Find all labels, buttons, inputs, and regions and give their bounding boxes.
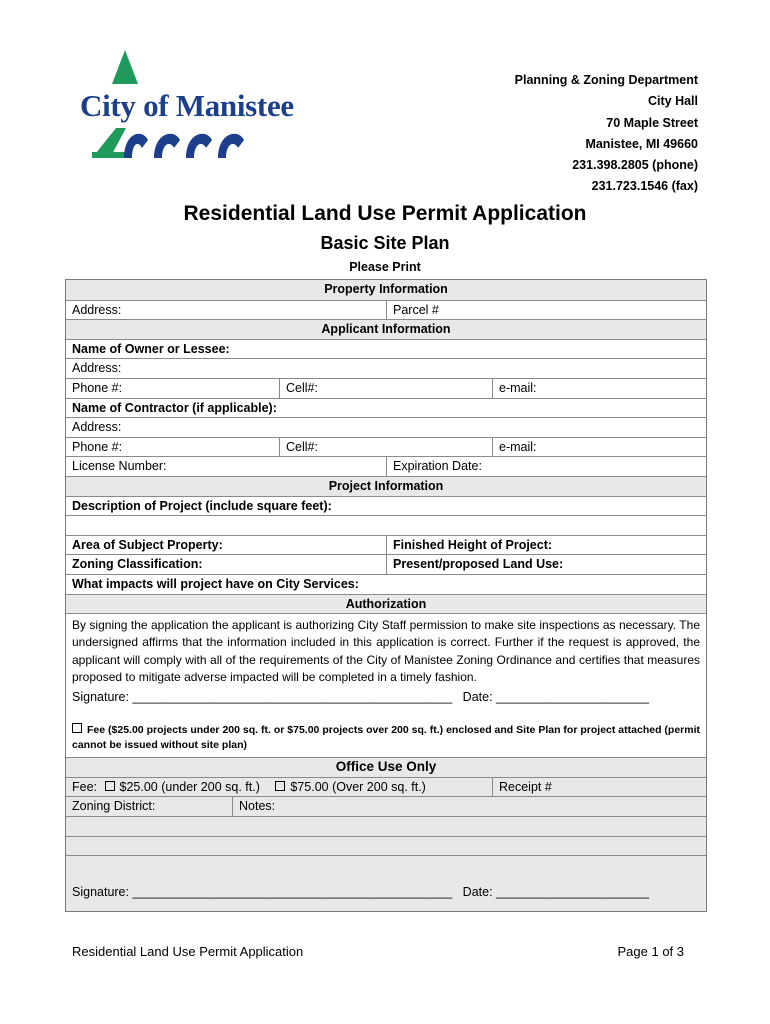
zoning-classification-field[interactable]: Zoning Classification: (72, 557, 203, 572)
notes-blank-row-1[interactable] (66, 816, 706, 836)
department-city: Manistee, MI 49660 (585, 136, 698, 151)
office-signature-line (66, 883, 649, 901)
logo-text: City of Manistee (80, 88, 294, 123)
authorization-section (66, 613, 706, 757)
office-signature-row (66, 855, 706, 911)
property-address-field[interactable]: Address: (72, 302, 122, 317)
city-logo (78, 48, 300, 160)
license-row (66, 456, 706, 476)
contractor-cell-field[interactable]: Cell#: (279, 438, 492, 457)
department-contact (515, 70, 698, 198)
office-date-field[interactable]: Date: ______________________ (462, 885, 649, 900)
area-field[interactable]: Area of Subject Property: (72, 537, 223, 552)
fee-checkbox[interactable] (72, 723, 82, 733)
impacts-row (66, 574, 706, 594)
fee-large-checkbox[interactable] (275, 781, 285, 791)
contractor-name-field[interactable]: Name of Contractor (if applicable): (72, 400, 277, 415)
owner-name-field[interactable]: Name of Owner or Lessee: (72, 341, 230, 356)
height-field[interactable]: Finished Height of Project: (386, 536, 706, 555)
area-row (66, 535, 706, 555)
owner-contact-row (66, 378, 706, 398)
page-number: Page 1 of 3 (617, 944, 684, 959)
department-name: Planning & Zoning Department (514, 73, 698, 87)
contractor-address-row (66, 417, 706, 437)
fee-small-checkbox[interactable] (105, 781, 115, 791)
contractor-email-field[interactable]: e-mail: (492, 438, 706, 457)
expiration-date-field[interactable]: Expiration Date: (386, 457, 706, 476)
department-fax: 231.723.1546 (fax) (591, 179, 698, 194)
authorization-header-row (66, 594, 706, 614)
print-note: Please Print (349, 260, 421, 274)
fee-small-label: $25.00 (under 200 sq. ft.) (119, 779, 260, 794)
fee-large-label: $75.00 (Over 200 sq. ft.) (290, 779, 426, 794)
permit-form (65, 279, 707, 912)
authorization-signature-line (72, 688, 700, 706)
department-phone: 231.398.2805 (phone) (572, 158, 698, 173)
applicant-header-row (66, 319, 706, 339)
project-header-row (66, 476, 706, 496)
contractor-row (66, 398, 706, 418)
description-row (66, 496, 706, 516)
contractor-address-field[interactable]: Address: (72, 420, 122, 435)
office-header-row (66, 757, 706, 777)
receipt-field[interactable]: Receipt # (492, 778, 706, 797)
page-subtitle: Basic Site Plan (320, 233, 450, 253)
zoning-district-field[interactable]: Zoning District: (72, 799, 156, 814)
authorization-signature-field[interactable]: Signature: ______________________________________________ (72, 690, 453, 705)
parcel-field[interactable]: Parcel # (386, 301, 706, 320)
office-signature-field[interactable]: Signature: ______________________________________________ (72, 885, 453, 900)
project-description-field[interactable]: Description of Project (include square feet): (72, 498, 332, 513)
owner-email-field[interactable]: e-mail: (492, 379, 706, 398)
authorization-header: Authorization (345, 596, 427, 611)
property-address-row (66, 300, 706, 320)
owner-phone-field[interactable]: Phone #: (72, 380, 123, 395)
notes-field[interactable]: Notes: (232, 797, 706, 816)
license-number-field[interactable]: License Number: (72, 459, 167, 474)
fee-note: Fee ($25.00 projects under 200 sq. ft. or $75.00 projects over 200 sq. ft.) enclosed and Site Plan for project attached (permit cannot be issued without site plan) (72, 724, 700, 752)
contractor-contact-row (66, 437, 706, 457)
zoning-row (66, 554, 706, 574)
impacts-field[interactable]: What impacts will project have on City Services: (72, 576, 359, 591)
property-header-row (66, 280, 706, 300)
property-header: Property Information (324, 282, 448, 296)
owner-address-field[interactable]: Address: (72, 361, 122, 376)
owner-address-row (66, 358, 706, 378)
office-fee-options (66, 778, 492, 797)
office-zoning-row (66, 796, 706, 816)
page-title: Residential Land Use Permit Application (183, 202, 587, 225)
owner-cell-field[interactable]: Cell#: (279, 379, 492, 398)
fee-acknowledgement (72, 723, 700, 753)
project-header: Project Information (328, 478, 444, 493)
department-street: 70 Maple Street (606, 115, 698, 130)
owner-row (66, 339, 706, 359)
contractor-phone-field[interactable]: Phone #: (72, 439, 123, 454)
authorization-text: By signing the application the applicant is authorizing City Staff permission to make site inspections as necessary. The undersigned affirms that the information included in this application is correct. Further if the request is approved, the applicant will comply with all of the requirements of the City of Manistee Zoning Ordinance and certifies that measures proposed to mitigate adverse impacted will be completed in a timely fashion. (72, 618, 700, 684)
department-building: City Hall (647, 94, 698, 109)
footer-title: Residential Land Use Permit Application (72, 944, 304, 959)
authorization-date-field[interactable]: Date: ______________________ (462, 690, 649, 705)
office-fee-label: Fee: (72, 779, 98, 794)
office-header: Office Use Only (335, 759, 437, 775)
notes-blank-row-2[interactable] (66, 836, 706, 856)
office-fee-row (66, 777, 706, 797)
land-use-field[interactable]: Present/proposed Land Use: (386, 555, 706, 574)
description-blank-row[interactable] (66, 515, 706, 535)
applicant-header: Applicant Information (321, 322, 451, 337)
